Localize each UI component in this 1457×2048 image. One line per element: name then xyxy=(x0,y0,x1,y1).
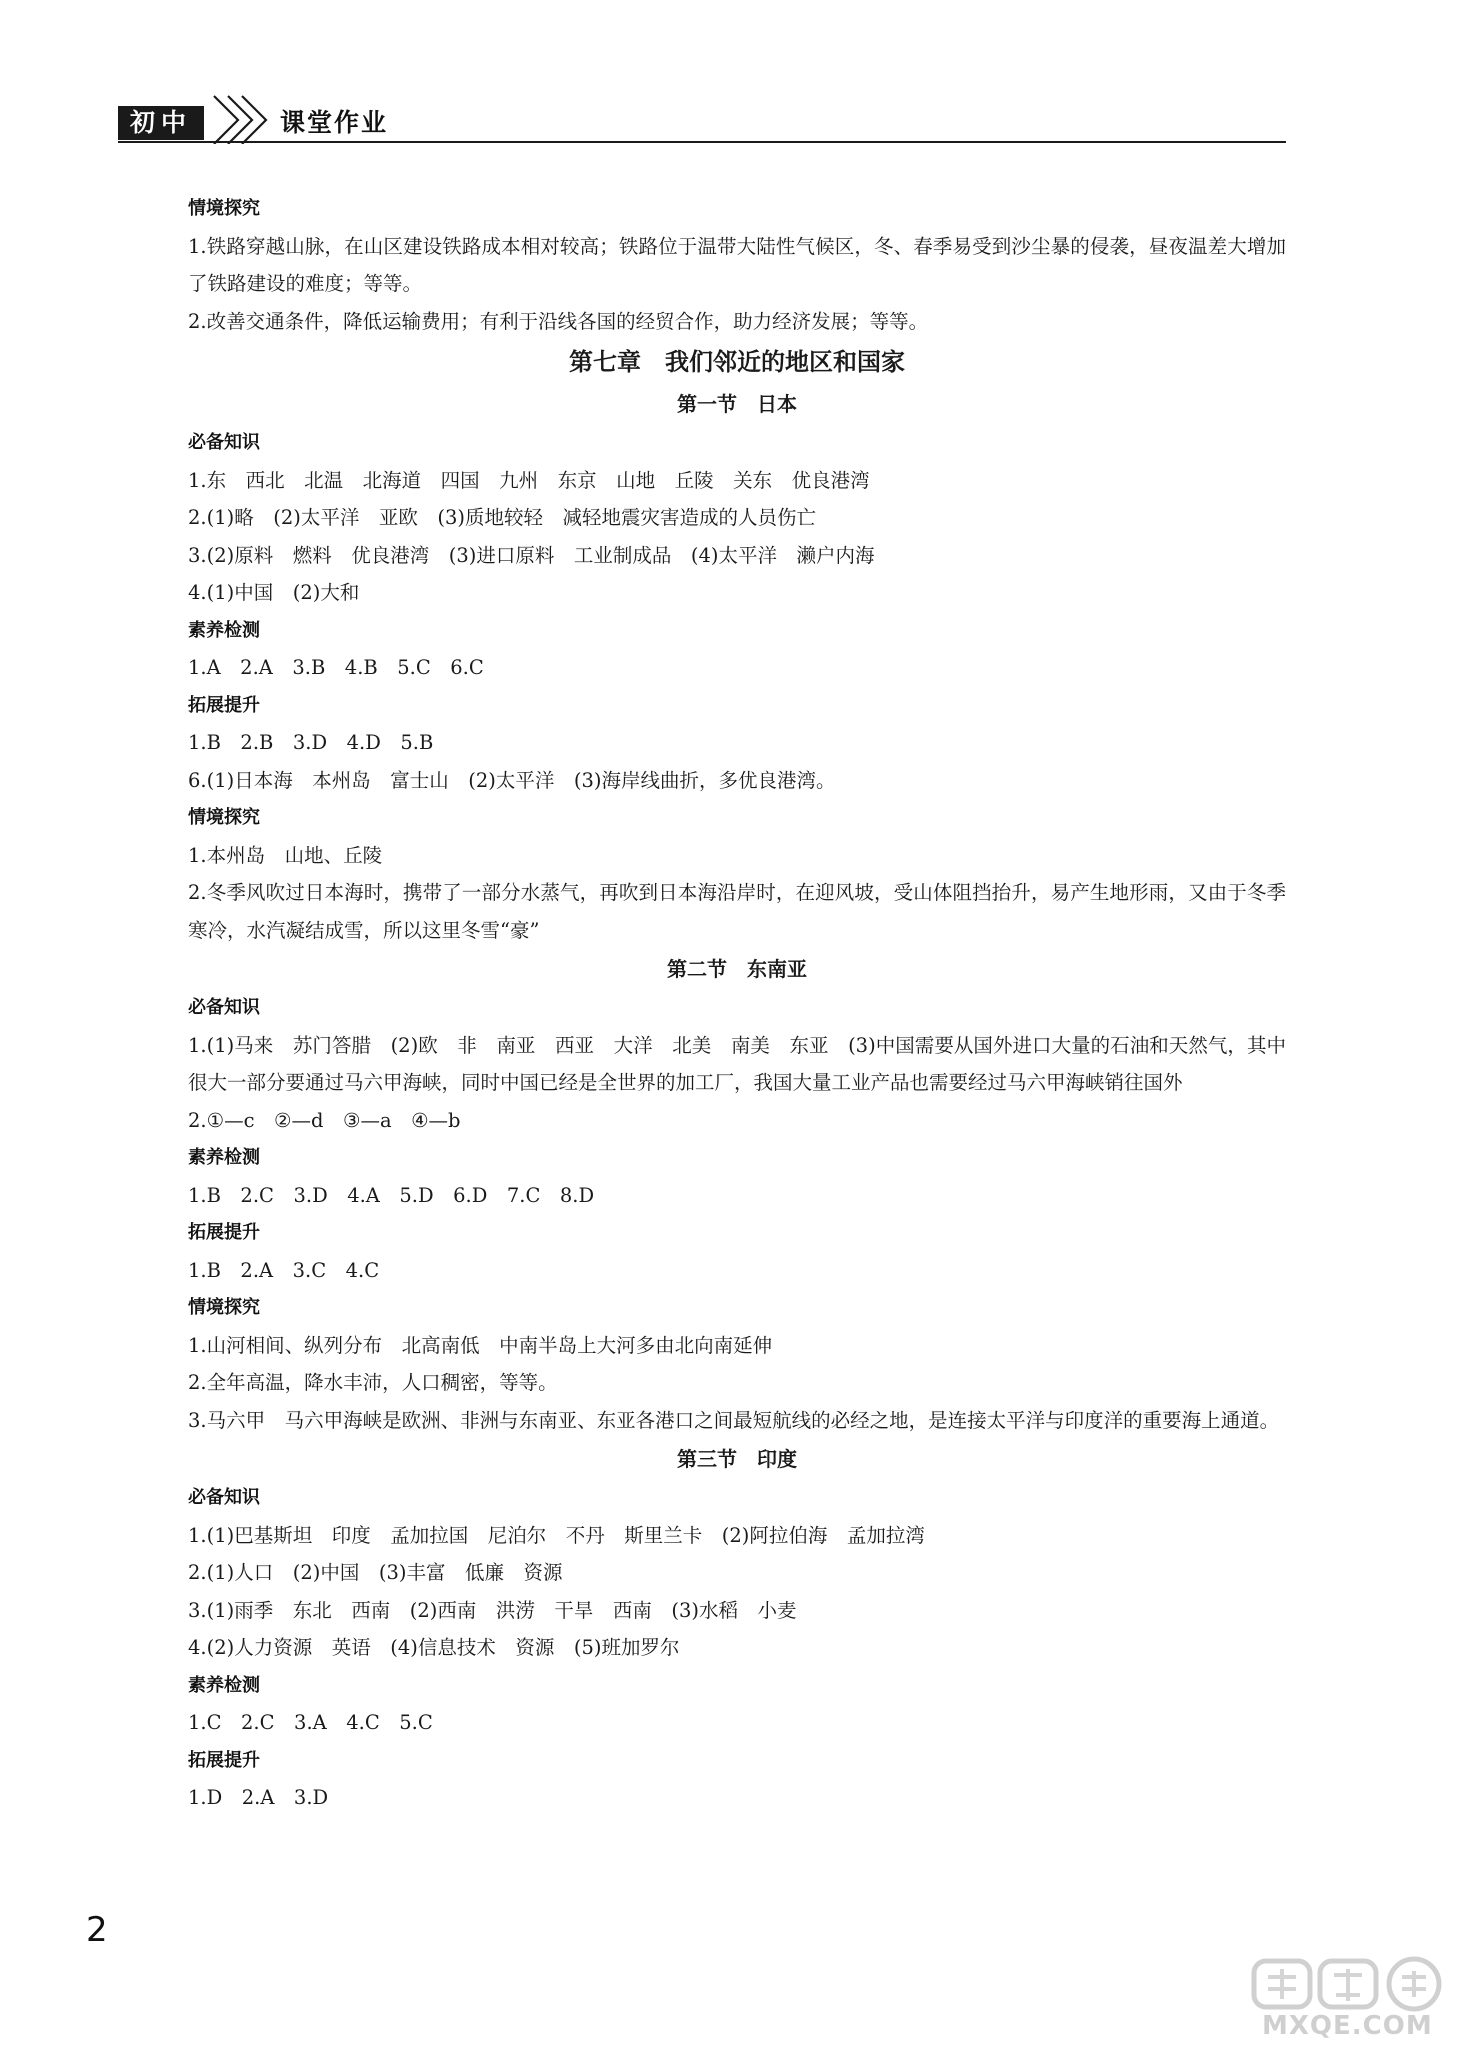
header-rule xyxy=(118,141,1286,143)
answer-paragraph: 3.马六甲 马六甲海峡是欧洲、非洲与东南亚、东亚各港口之间最短航线的必经之地，是连接太平洋与印度洋的重要海上通道。 xyxy=(188,1408,1280,1432)
group-label: 拓展提升 xyxy=(188,694,260,716)
group-label: 素养检测 xyxy=(188,1147,260,1168)
watermark xyxy=(1250,1955,1450,2045)
answer-line: 4.(2)人力资源 英语 (4)信息技术 资源 (5)班加罗尔 xyxy=(188,1636,680,1659)
page-header xyxy=(118,92,1286,144)
answer-line: 2.①—c ②—d ③—a ④—b xyxy=(188,1108,461,1132)
group-label: 情境探究 xyxy=(188,807,260,828)
section-title: 第二节 东南亚 xyxy=(667,957,807,981)
answer-line: 1.C 2.C 3.A 4.C 5.C xyxy=(188,1711,433,1734)
group-label: 情境探究 xyxy=(188,1297,260,1318)
answer-line: 1.本州岛 山地、丘陵 xyxy=(188,843,383,867)
answer-line: 1.D 2.A 3.D xyxy=(188,1786,329,1809)
answer-line: 1.山河相间、纵列分布 北高南低 中南半岛上大河多由北向南延伸 xyxy=(188,1333,773,1357)
group-label: 素养检测 xyxy=(188,1674,260,1696)
answer-paragraph: 2.冬季风吹过日本海时，携带了一部分水蒸气，再吹到日本海沿岸时，在迎风坡，受山体阻挡抬升，易产生地形雨，又由于冬季寒冷，水汽凝结成雪，所以这里冬雪“豪” xyxy=(188,881,1286,942)
chapter-title: 第七章 我们邻近的地区和国家 xyxy=(569,348,905,376)
answer-line: 2.全年高温，降水丰沛，人口稠密，等等。 xyxy=(188,1371,558,1394)
answer-line: 6.(1)日本海 本州岛 富士山 (2)太平洋 (3)海岸线曲折，多优良港湾。 xyxy=(188,768,836,792)
header-title: 课堂作业 xyxy=(280,108,389,137)
section-title: 第三节 印度 xyxy=(677,1447,797,1471)
answer-paragraph: 1.(1)马来 苏门答腊 (2)欧 非 南亚 西亚 大洋 北美 南美 东亚 (3)中国需要从国外进口大量的石油和天然气，其中很大一部分要通过马六甲海峡，同时中国已经是全世界的加工厂，我国大量工业产品也需要经过马六甲海峡销往国外 xyxy=(188,1033,1286,1094)
answer-line: 1.A 2.A 3.B 4.B 5.C 6.C xyxy=(188,656,484,679)
answer-line: 1.B 2.A 3.C 4.C xyxy=(188,1258,380,1282)
answer-line: 2.(1)略 (2)太平洋 亚欧 (3)质地较轻 减轻地震灾害造成的人员伤亡 xyxy=(188,506,816,529)
answer-line: 3.(1)雨季 东北 西南 (2)西南 洪涝 干旱 西南 (3)水稻 小麦 xyxy=(188,1598,797,1622)
answer-content xyxy=(188,190,1286,1817)
group-label: 必备知识 xyxy=(188,997,260,1018)
answer-line: 2.(1)人口 (2)中国 (3)丰富 低廉 资源 xyxy=(188,1561,563,1584)
answer-line: 1.东 西北 北温 北海道 四国 九州 东京 山地 丘陵 关东 优良港湾 xyxy=(188,468,870,492)
answer-line: 1.B 2.B 3.D 4.D 5.B xyxy=(188,731,434,754)
group-label: 拓展提升 xyxy=(188,1749,260,1771)
section-title: 第一节 日本 xyxy=(677,392,797,416)
answer-paragraph: 1.铁路穿越山脉，在山区建设铁路成本相对较高；铁路位于温带大陆性气候区，冬、春季易受到沙尘暴的侵袭，昼夜温差大增加了铁路建设的难度；等等。 xyxy=(188,234,1286,295)
group-label: 必备知识 xyxy=(188,432,260,453)
group-label: 情境探究 xyxy=(188,198,260,219)
group-label: 拓展提升 xyxy=(188,1222,260,1243)
answer-line: 2.改善交通条件，降低运输费用；有利于沿线各国的经贸合作，助力经济发展；等等。 xyxy=(188,309,929,333)
answer-line: 4.(1)中国 (2)大和 xyxy=(188,581,360,604)
header-tag: 初中 xyxy=(118,106,204,140)
answer-line: 3.(2)原料 燃料 优良港湾 (3)进口原料 工业制成品 (4)太平洋 濑户内海 xyxy=(188,543,875,567)
group-label: 素养检测 xyxy=(188,619,260,641)
answer-line: 1.B 2.C 3.D 4.A 5.D 6.D 7.C 8.D xyxy=(188,1183,595,1207)
double-chevron-icon xyxy=(208,92,272,144)
page-number: 2 xyxy=(86,1910,108,1950)
watermark-logo-icon xyxy=(1250,1955,1450,2013)
watermark-url: MXQE.COM xyxy=(1262,2011,1433,2041)
answer-line: 1.(1)巴基斯坦 印度 孟加拉国 尼泊尔 不丹 斯里兰卡 (2)阿拉伯海 孟加拉湾 xyxy=(188,1523,925,1547)
group-label: 必备知识 xyxy=(188,1487,260,1508)
